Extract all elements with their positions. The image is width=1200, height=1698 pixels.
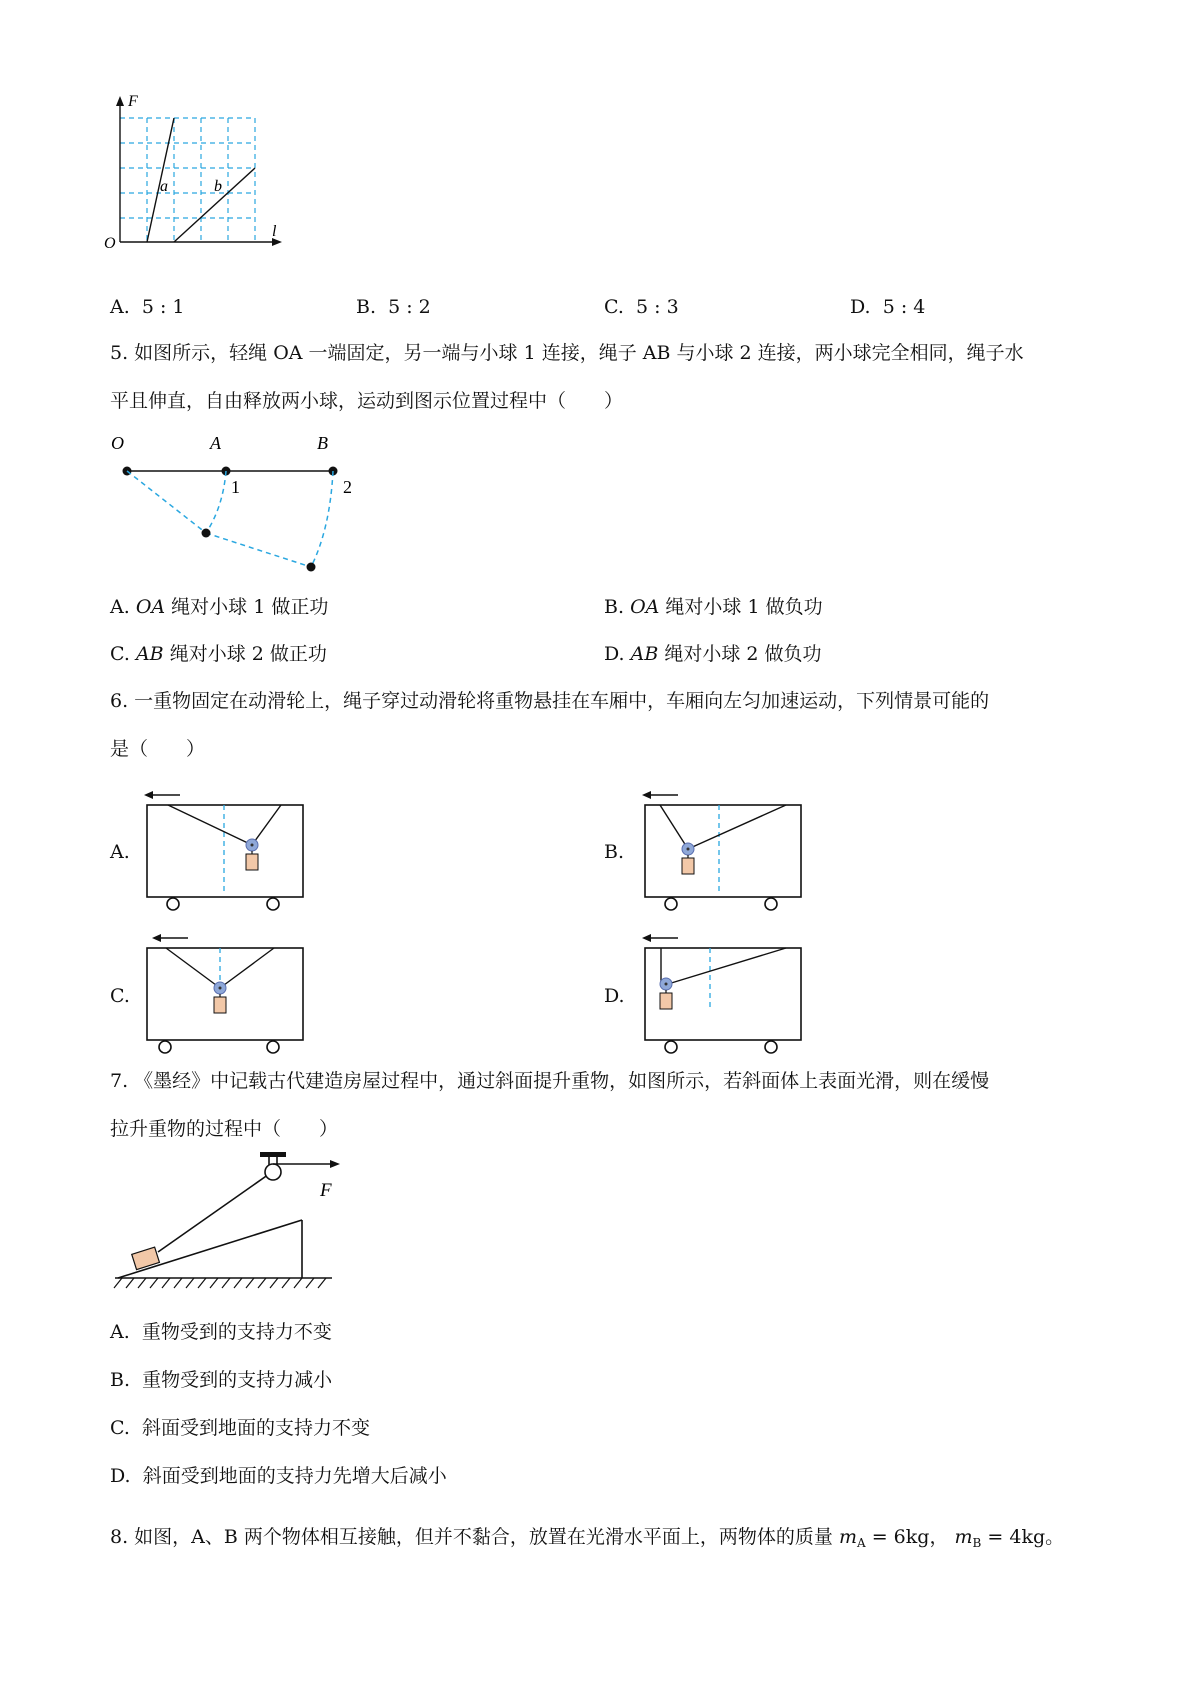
svg-text:2: 2 [343,477,352,497]
q6-option-a[interactable]: A. [110,841,130,863]
q6-stem-line2: 是（ ） [110,738,206,760]
q4-option-a[interactable]: A. 5 : 1 [110,296,185,318]
q5-option-b[interactable]: B. OA 绳对小球 1 做负功 [604,596,823,618]
q6-figure-b [638,785,808,915]
svg-text:A: A [210,433,221,453]
q5-option-d[interactable]: D. AB 绳对小球 2 做负功 [604,643,822,665]
svg-text:1: 1 [231,477,240,497]
svg-text:B: B [317,433,328,453]
q5-option-a[interactable]: A. OA 绳对小球 1 做正功 [110,596,329,618]
q6-option-d[interactable]: D. [604,985,625,1007]
q7-option-d[interactable]: D. 斜面受到地面的支持力先增大后减小 [110,1465,447,1487]
q4-option-d[interactable]: D. 5 : 4 [850,296,926,318]
q6-figure-c [140,928,310,1058]
q7-stem-line2: 拉升重物的过程中（ ） [110,1118,339,1140]
x-axis-label: l [272,223,277,240]
q6-figure-d [638,928,808,1058]
q5-stem-line2: 平且伸直，自由释放两小球，运动到图示位置过程中（ ） [110,390,624,412]
svg-text:F: F [320,1180,332,1201]
q7-incline-figure [110,1150,350,1300]
q7-option-a[interactable]: A. 重物受到的支持力不变 [110,1321,332,1343]
q5-pendulum-figure [105,425,365,585]
q8-stem-line1: 8. 如图，A、B 两个物体相互接触，但并不黏合，放置在光滑水平面上，两物体的质量 $m_A = 6kg$， $m_B = 4kg$。 [110,1526,1065,1550]
q7-stem-line1: 7. 《墨经》中记载古代建造房屋过程中，通过斜面提升重物，如图所示，若斜面体上表面光滑，则在缓慢 [110,1070,990,1092]
line-a-label: a [160,178,168,195]
q4-option-c[interactable]: C. 5 : 3 [604,296,679,318]
q6-stem-line1: 6. 一重物固定在动滑轮上，绳子穿过动滑轮将重物悬挂在车厢中，车厢向左匀加速运动，下列情景可能的 [110,690,990,712]
q6-option-c[interactable]: C. [110,985,130,1007]
q4-option-b[interactable]: B. 5 : 2 [356,296,431,318]
svg-text:O: O [111,433,124,453]
origin-label: O [104,235,116,252]
line-b-label: b [214,178,222,195]
y-axis-label: F [128,93,138,110]
q5-option-c[interactable]: C. AB 绳对小球 2 做正功 [110,643,327,665]
q4-force-extension-graph [100,90,300,270]
q7-option-b[interactable]: B. 重物受到的支持力减小 [110,1369,333,1391]
q5-stem-line1: 5. 如图所示，轻绳 OA 一端固定，另一端与小球 1 连接，绳子 AB 与小球 2 连接，两小球完全相同，绳子水 [110,342,1024,364]
q7-option-c[interactable]: C. 斜面受到地面的支持力不变 [110,1417,371,1439]
q6-figure-a [140,785,310,915]
q6-option-b[interactable]: B. [604,841,625,863]
